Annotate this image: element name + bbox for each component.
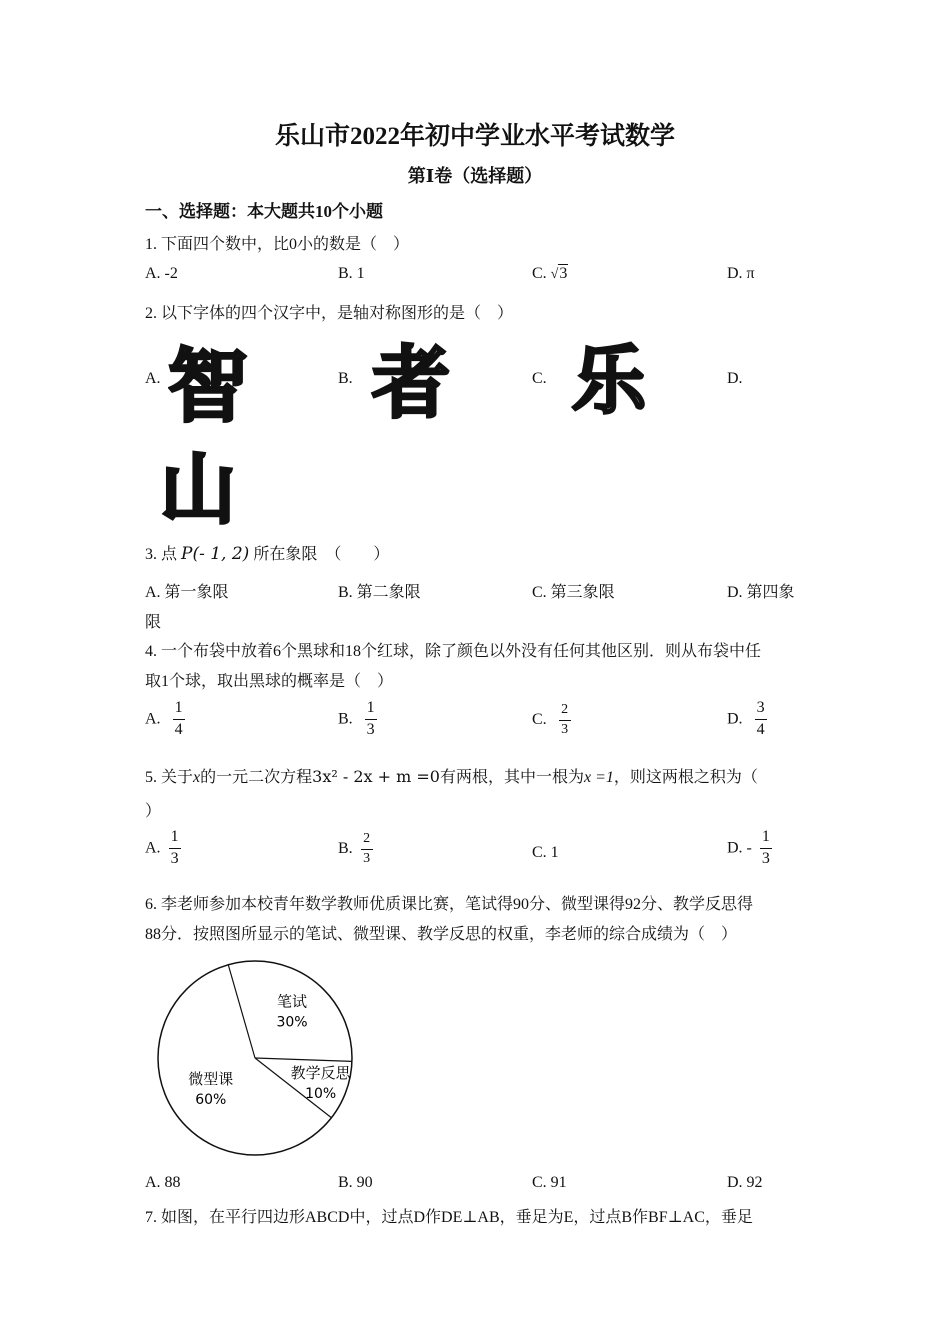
q1-option-d: D. π [727, 265, 755, 282]
pie-slice-percent: 60% [195, 1091, 227, 1108]
q1-option-b: B. 1 [338, 265, 365, 282]
pie-slice-percent: 10% [305, 1085, 337, 1102]
pie-slice-label: 笔试 [277, 992, 308, 1011]
q7-stem-line1: 7. 如图，在平行四边形ABCD中，过点D作DE⊥AB，垂足为E，过点B作BF⊥AC，垂足 [145, 1209, 753, 1226]
page-subtitle: 第Ⅰ卷（选择题） [407, 166, 543, 186]
svg-text:智: 智 [168, 340, 248, 426]
weight-pie-chart [150, 960, 370, 1160]
q5-stem-line1: 5. 关于x的一元二次方程3x² - 2x + m =0有两根，其中一根为x =1，则这两根之积为（ [145, 767, 758, 786]
q4-stem-line1: 4. 一个布袋中放着6个黑球和18个红球，除了颜色以外没有任何其他区别．则从布袋中任 [145, 643, 762, 660]
q2-option-a: A. [145, 370, 161, 387]
section-heading: 一、选择题：本大题共10个小题 [145, 202, 383, 221]
q2-option-b: B. [338, 370, 353, 387]
q4-option-a: A. $\frac{1}{4}$ [145, 699, 183, 738]
pie-slice-percent: 30% [276, 1014, 308, 1031]
page-title: 乐山市2022年初中学业水平考试数学 [274, 123, 675, 150]
q3-option-d: D. 第四象 [727, 584, 795, 601]
q3-option-b: B. 第二象限 [338, 584, 421, 601]
svg-text:乐: 乐 [572, 340, 646, 416]
q2-option-d: D. [727, 370, 743, 387]
sqrt-icon: √3 [550, 265, 568, 282]
q3-option-c: C. 第三象限 [532, 584, 615, 601]
q4-stem-line2: 取1个球，取出黑球的概率是（ ） [145, 673, 394, 690]
q5-option-a: A. $\frac{1}{3}$ [145, 828, 179, 867]
q5-option-b: B. $\frac{2}{3}$ [338, 832, 373, 866]
q6-option-b: B. 90 [338, 1174, 373, 1191]
pie-slice-label: 微型课 [188, 1069, 234, 1088]
glyph-shan-image [158, 450, 238, 526]
q1-stem: 1. 下面四个数中，比0小的数是（ ） [145, 236, 410, 253]
q3-point: P(- 1, 2) [181, 544, 250, 564]
q5-stem-line2: ） [145, 803, 162, 820]
q2-stem: 2. 以下字体的四个汉字中，是轴对称图形的是（ ） [145, 305, 514, 322]
q6-option-c: C. 91 [532, 1174, 567, 1191]
q3-option-a: A. 第一象限 [145, 584, 229, 601]
pie-slice-label: 教学反思 [290, 1063, 351, 1082]
glyph-zhe-image [370, 338, 452, 422]
q4-option-b: B. $\frac{1}{3}$ [338, 699, 375, 738]
q5-option-d: D. - $\frac{1}{3}$ [727, 828, 770, 867]
q3-stem: 3. 点 P(- 1, 2) 所在象限 （ ） [145, 544, 390, 564]
q3-option-d-wrap: 限 [145, 614, 162, 631]
q6-stem-line1: 6. 李老师参加本校青年数学教师优质课比赛，笔试得90分、微型课得92分、教学反思得 [145, 896, 754, 913]
glyph-le-image [570, 340, 648, 416]
q6-option-a: A. 88 [145, 1174, 181, 1191]
q6-stem-line2: 88分．按照图所显示的笔试、微型课、教学反思的权重，李老师的综合成绩为（ ） [145, 926, 738, 943]
q5-option-c: C. 1 [532, 844, 559, 861]
q2-option-c: C. [532, 370, 547, 387]
q4-option-c: C. $\frac{2}{3}$ [532, 703, 571, 737]
svg-text:山: 山 [160, 450, 236, 526]
q4-option-d: D. $\frac{3}{4}$ [727, 699, 765, 738]
q1-option-c: C. √3 [532, 265, 568, 282]
q6-option-d: D. 92 [727, 1174, 763, 1191]
glyph-zhi-image [168, 340, 248, 426]
q1-option-a: A. -2 [145, 265, 178, 282]
svg-text:者: 者 [371, 339, 451, 422]
